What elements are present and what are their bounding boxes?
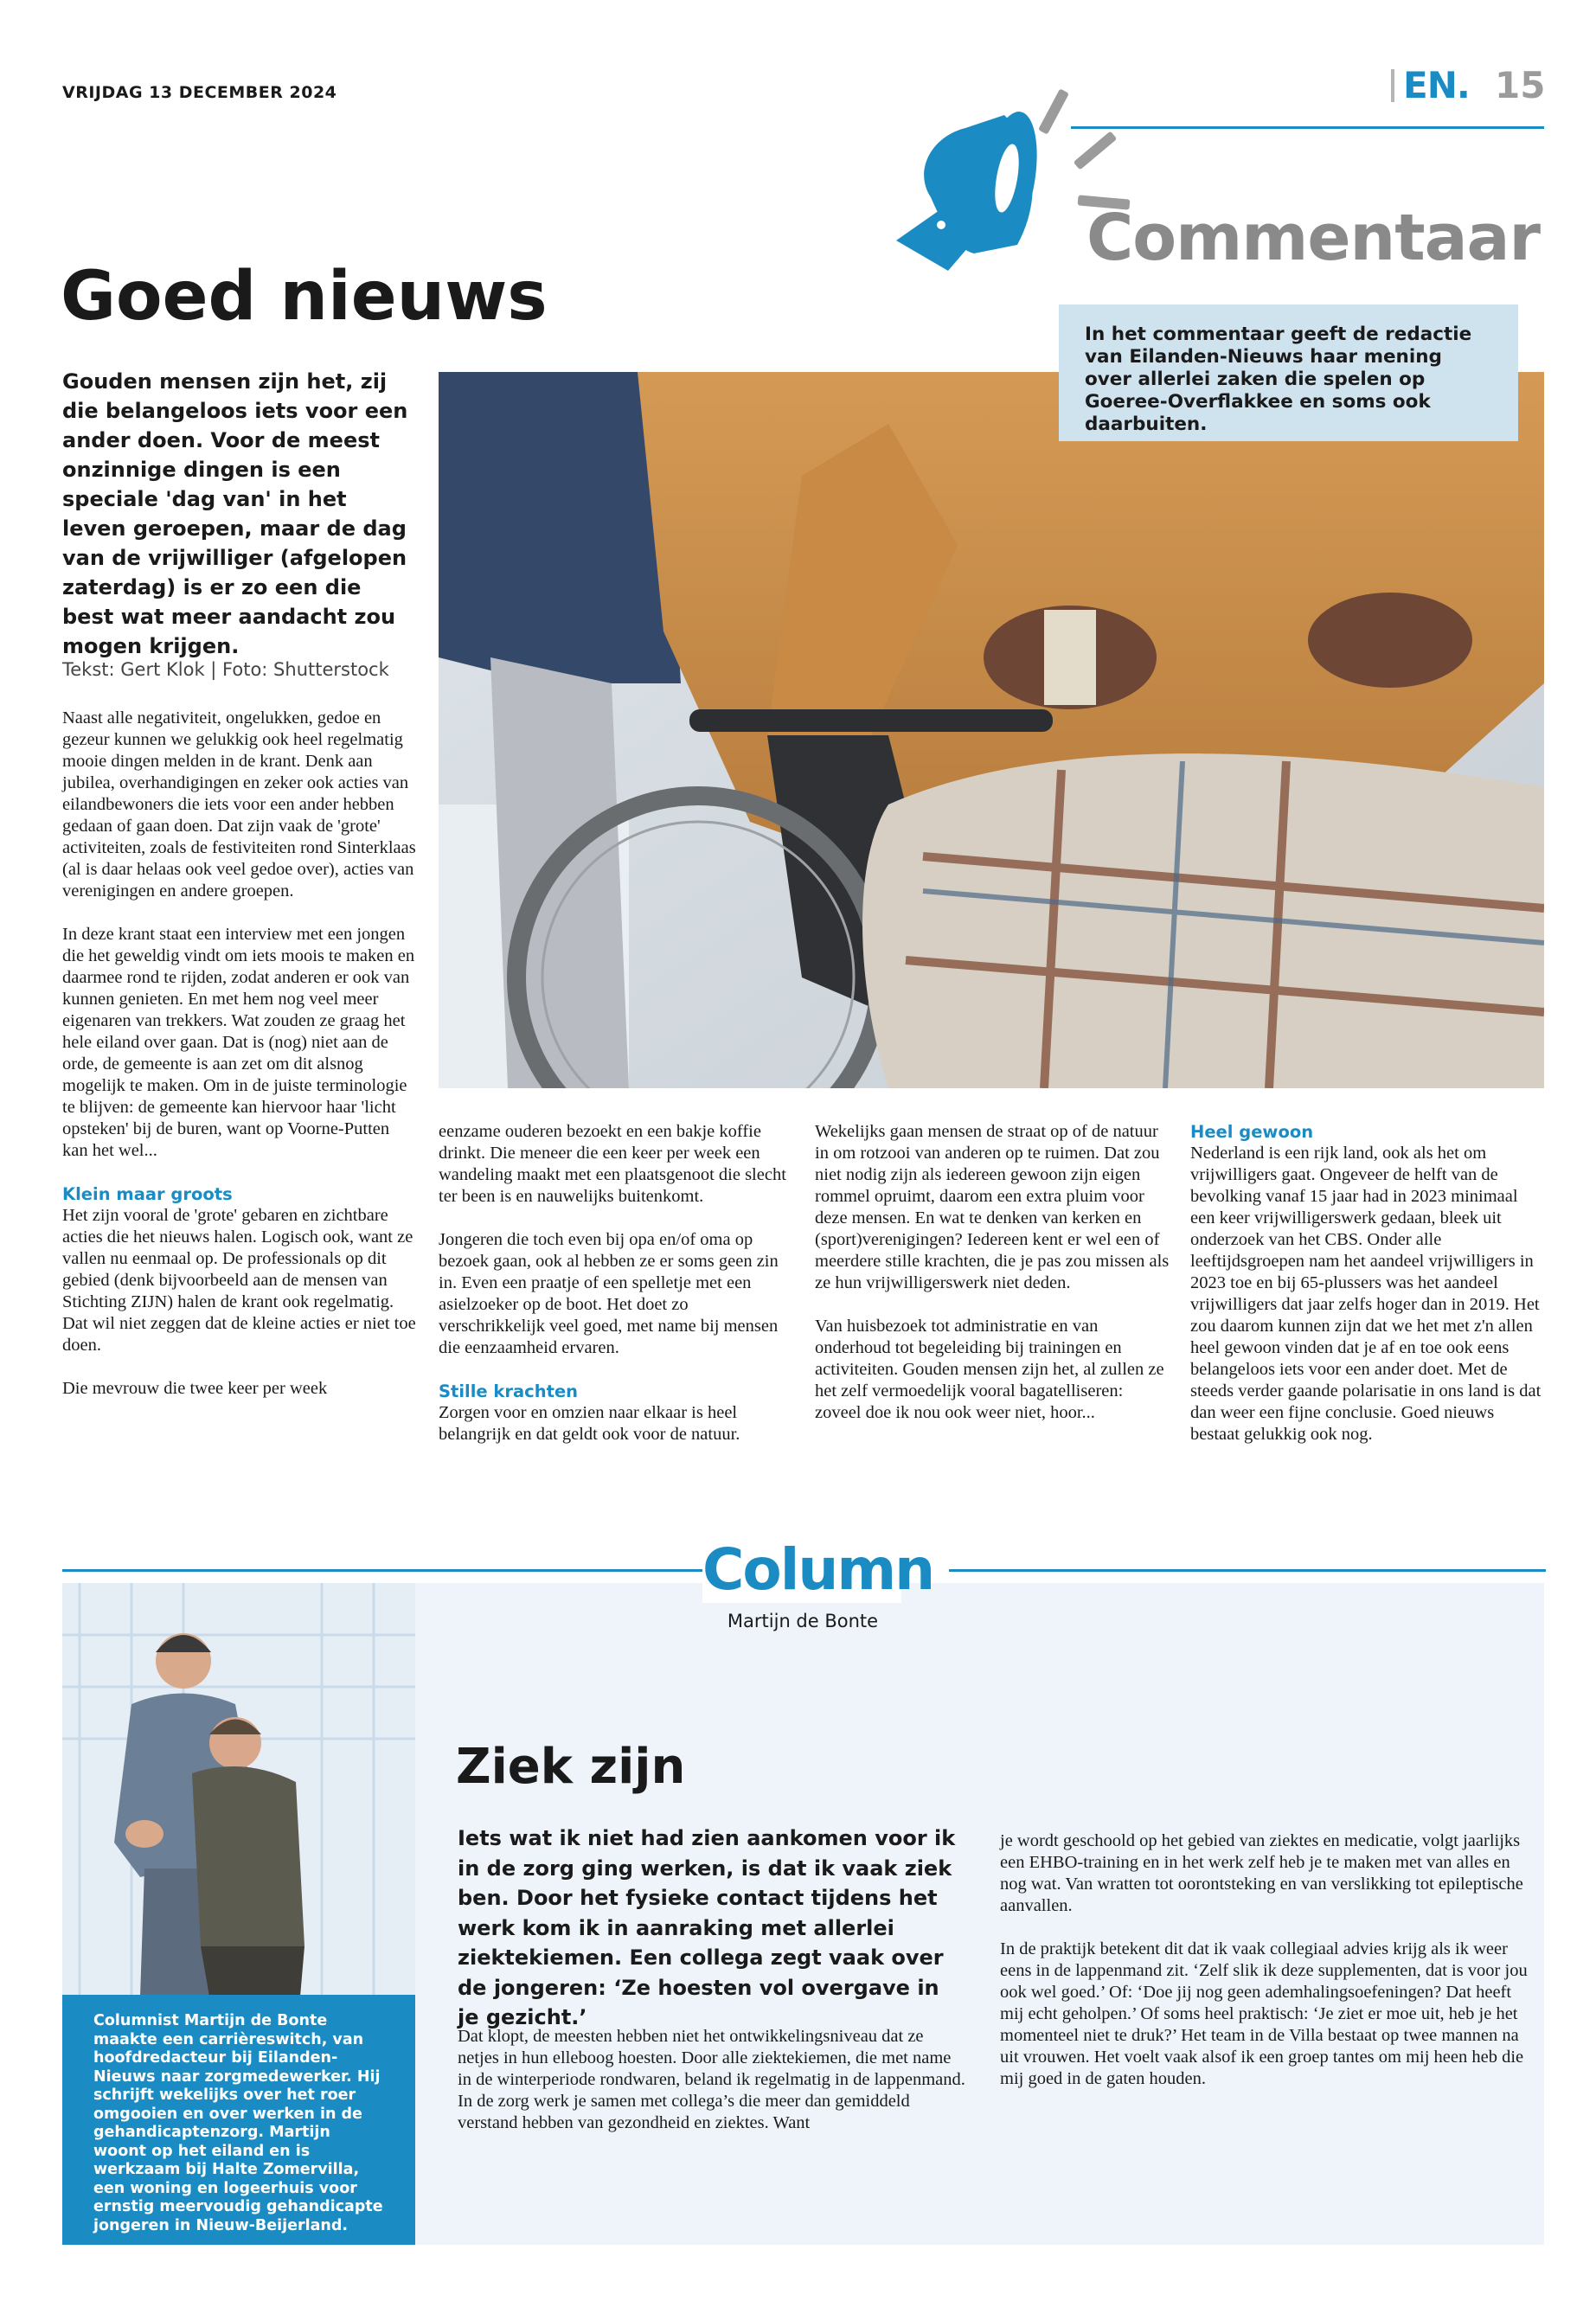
- paragraph: In de praktijk betekent dit dat ik vaak collegiaal advies krijg als ik weer eens in de lappenmand zit. ‘Zelf slik ik deze supplementen, dat is voor jou ook wel goed.’ Of: ‘Doe jij nog geen ademhalingsoefeningen? Dat heeft mij echt geholpen.’ Of soms heel praktisch: ‘Je ziet er moe uit, heb je het momenteel niet te druk?’ Het team in de Villa bestaat op twee mannen na uit vrouwen. Het voelt vaak alsof ik een groep tantes om mij heen heb die mij goed in de gaten houden.: [1000, 1939, 1528, 2088]
- issue-date: VRIJDAG 13 DECEMBER 2024: [62, 83, 337, 102]
- paragraph: Naast alle negativiteit, ongelukken, gedoe en gezeur kunnen we gelukkig ook heel regelmatig mooie dingen melden in de krant. Denk aan jubilea, overhandigingen en zeker ook acties van eilandbewoners die iets voor een ander hebben gedaan of gaan doen. Dat zijn vaak de 'grote' activiteiten, zoals de festiviteiten rond Sinterklaas (al is daar helaas ook veel gedoe over), acties van verenigingen en andere groepen.: [62, 708, 416, 901]
- commentary-info-box: In het commentaar geeft de redactie van Eilanden-Nieuws haar mening over allerlei zaken die spelen op Goeree-Overflakkee en soms ook daarbuiten.: [1059, 304, 1518, 441]
- paragraph: Die mevrouw die twee keer per week: [62, 1379, 328, 1398]
- column-intro: Iets wat ik niet had zien aankomen voor ik in de zorg ging werken, is dat ik vaak ziek ben. Door het fysieke contact tijdens het werk kom ik in aanraking met allerlei ziektekiemen. Een collega zegt vaak over de jongeren: ‘Ze hoesten vol overgave in je gezicht.’: [458, 1826, 956, 2029]
- columnist-portrait: [62, 1583, 415, 1997]
- paragraph: Van huisbezoek tot administratie en van onderhoud tot begeleiding bij trainingen en activiteiten. Gouden mensen zijn het, al zullen ze het zelf vermoedelijk vooral bagatelliseren: zoveel doe ik nou ook weer niet, hoor...: [815, 1317, 1164, 1422]
- wheelchair-photo: [439, 372, 1544, 1088]
- columnist-photo: [62, 1583, 415, 1997]
- paragraph: je wordt geschoold op het gebied van ziektes en medicatie, volgt jaarlijks een EHBO-training en in het werk zelf heb je te maken met van alles en nog wat. Van wratten tot oorontsteking en van verslikking tot epileptische aanvallen.: [1000, 1831, 1523, 1915]
- columnist-bio: Columnist Martijn de Bonte maakte een carrièreswitch, van hoofdredacteur bij Eilanden-Nieuws naar zorgmedewerker. Hij schrijft wekelijks over het roer omgooien en over werken in de gehandicaptenzorg. Martijn woont op het eiland en is werkzaam bij Halte Zomervilla, een woning en logeerhuis voor ernstig meervoudig gehandicapte jongeren in Nieuw-Beijerland.: [62, 1995, 415, 2245]
- article-column-1: [62, 708, 417, 1421]
- article-headline: Goed nieuws: [61, 258, 548, 336]
- paragraph: eenzame ouderen bezoekt en een bakje koffie drinkt. Die meneer die een keer per week een wandeling maakt met een plaatsgenoot die slecht ter been is en nauwelijks buitenkomt.: [439, 1122, 786, 1206]
- brand-logo: EN.: [1403, 64, 1470, 106]
- column-headline: Ziek zijn: [456, 1739, 686, 1795]
- paragraph: Zorgen voor en omzien naar elkaar is heel belangrijk en dat geldt ook voor de natuur.: [439, 1403, 740, 1444]
- header-rule: [1071, 126, 1544, 129]
- paragraph: Het zijn vooral de 'grote' gebaren en zichtbare acties die het nieuws halen. Logisch ook, want ze vallen nu eenmaal op. De professionals op dit gebied (denk bijvoorbeeld aan de mensen van Stichting ZIJN) halen de krant ook regelmatig. Dat wil niet zeggen dat de kleine acties er niet toe doen.: [62, 1206, 416, 1355]
- column-body-1: [458, 2026, 968, 2156]
- column-author: Martijn de Bonte: [727, 1611, 879, 1631]
- subheading: Heel gewoon: [1190, 1122, 1314, 1142]
- paragraph: Wekelijks gaan mensen de straat op of de natuur in om rotzooi van anderen op te ruimen. Dat zou niet nodig zijn als iedereen gewoon zijn eigen rommel opruimt, daarom een extra pluim voor deze mensen. En wat te denken van kerken en (sport)verenigingen? Iedereen kent er wel een of meerdere stille krachten, die je pas zou missen als ze hun vrijwilligerswerk niet deden.: [815, 1122, 1170, 1292]
- paragraph: Nederland is een rijk land, ook als het om vrijwilligers gaat. Ongeveer de helft van de bevolking vanaf 15 jaar had in 2023 minimaal een keer vrijwilligerswerk gedaan, bleek uit onderzoek van het CBS. Onder alle leeftijdsgroepen nam het aandeel vrijwilligers in 2023 toe en bij 65-plussers was het aandeel vrijwilligers dat jaar zelfs hoger dan in 2019. Het zou daarom kunnen zijn dat we het met z'n allen heel gewoon vinden dat je af en toe ook eens belangeloos iets voor een ander doet. Met de steeds verder gaande polarisatie in ons land is dat dan weer een fijne conclusie. Goed nieuws bestaat gelukkig ook nog.: [1190, 1144, 1542, 1444]
- column-rule-left: [62, 1569, 713, 1572]
- column-body-2: [1000, 1830, 1528, 2112]
- paragraph: In deze krant staat een interview met een jongen die het geweldig vindt om iets moois te maken en daarmee rond te rijden, zodat anderen er ook van kunnen genieten. En met hem nog veel meer eigenaren van trekkers. Wat zouden ze graag het hele eiland over gaan. Dat is (nog) niet aan de orde, de gemeente is aan zet om dit alsnog mogelijk te maken. Om in de juiste terminologie te blijven: de gemeente kan hiervoor haar 'licht opsteken' bij de buren, want op Voorne-Putten kan het wel...: [62, 925, 415, 1160]
- paragraph: Dat klopt, de meesten hebben niet het ontwikkelingsniveau dat ze netjes in hun elleboog hoesten. Door alle ziektekiemen, die met name in de winterperiode rondwaren, beland ik regelmatig in de lappenmand. In de zorg werk je samen met collega’s die meer dan gemiddeld verstand hebben van gezondheid en ziektes. Want: [458, 2027, 965, 2132]
- paragraph: Jongeren die toch even bij opa en/of oma op bezoek gaan, ook al hebben ze er soms geen zin in. Even een praatje of een spelletje met een asielzoeker op de boot. Het doet zo verschrikkelijk veel goed, met name bij mensen die eenzaamheid ervaren.: [439, 1230, 779, 1357]
- article-credit: Tekst: Gert Klok | Foto: Shutterstock: [62, 659, 389, 680]
- article-photo: [439, 372, 1544, 1088]
- article-column-2: [439, 1121, 793, 1445]
- article-intro: Gouden mensen zijn het, zij die belangeloos iets voor een ander doen. Voor de meest onzinnige dingen is een speciale 'dag van' in het leven geroepen, maar de dag van de vrijwilliger (afgelopen zaterdag) is er zo een die best wat meer aandacht zou mogen krijgen.: [62, 369, 408, 658]
- section-title: Commentaar: [1086, 201, 1540, 275]
- subheading: Stille krachten: [439, 1381, 579, 1401]
- column-rule-right: [949, 1569, 1546, 1572]
- brand-divider: [1391, 69, 1394, 102]
- subheading: Klein maar groots: [62, 1184, 233, 1204]
- article-column-3: [815, 1121, 1170, 1445]
- page-number: 15: [1495, 64, 1546, 106]
- article-column-4: [1190, 1121, 1545, 1445]
- column-logo: Column: [702, 1536, 934, 1603]
